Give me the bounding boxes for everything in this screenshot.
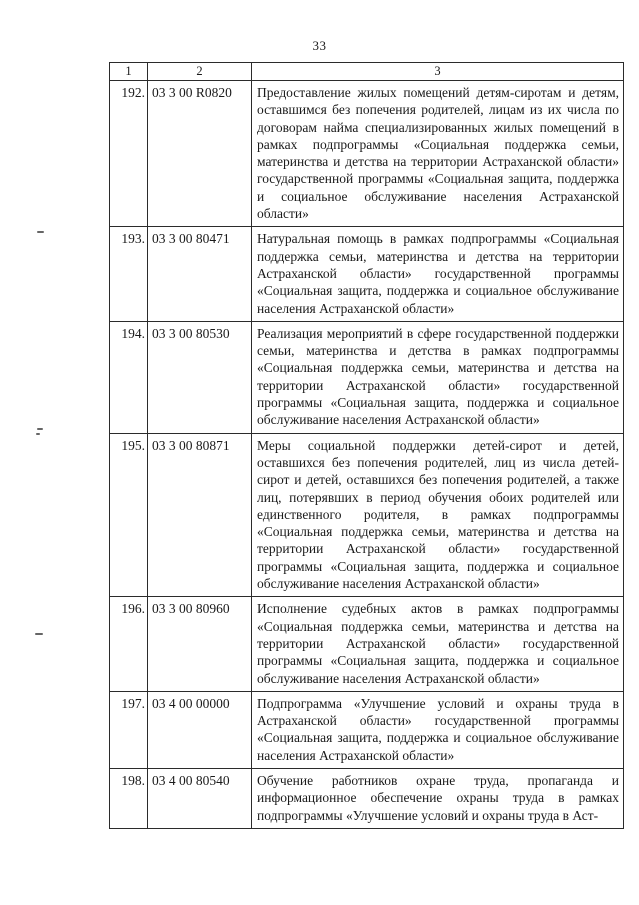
row-code: 03 3 00 R0820 <box>148 81 252 227</box>
header-column-code: 2 <box>148 63 252 81</box>
row-number: 193. <box>110 227 148 321</box>
table-row <box>110 433 624 597</box>
header-column-number: 1 <box>110 63 148 81</box>
scan-artifact <box>36 433 40 435</box>
row-number: 194. <box>110 321 148 433</box>
row-number: 192. <box>110 81 148 227</box>
row-number: 196. <box>110 597 148 691</box>
document-table <box>109 62 624 829</box>
row-description: Меры социальной поддержки детей-сирот и детей, оставшихся без попечения родителей, лиц из числа детей-сирот и детей, оставшихся без попечения родителей, а также лиц, потерявших в период обучения обоих родителей или единственного родителя, в рамках подпрограммы «Социальная поддержка семьи, материнства и детства на территории Астраханской области» государственной программы «Социальная защита, поддержка и социальное обслуживание населения Астраханской области» <box>252 433 624 597</box>
table-row <box>110 691 624 768</box>
scan-artifact <box>37 231 44 233</box>
row-number: 198. <box>110 768 148 828</box>
row-description: Подпрограмма «Улучшение условий и охраны труда в Астраханской области» государственной программы «Социальная защита, поддержка и социальное обслуживание населения Астраханской области» <box>252 691 624 768</box>
scan-artifact <box>35 633 43 635</box>
row-code: 03 3 00 80960 <box>148 597 252 691</box>
row-code: 03 3 00 80871 <box>148 433 252 597</box>
table-row <box>110 321 624 433</box>
table-row <box>110 597 624 691</box>
table-row <box>110 81 624 227</box>
row-code: 03 3 00 80471 <box>148 227 252 321</box>
row-description: Предоставление жилых помещений детям-сиротам и детям, оставшимся без попечения родителей, лицам из их числа по договорам найма специализированных жилых помещений в рамках подпрограммы «Социальная поддержка семьи, материнства и детства на территории Астраханской области» государственной программы «Социальная защита, поддержка и социальное обслуживание населения Астраханской области» <box>252 81 624 227</box>
row-code: 03 3 00 80530 <box>148 321 252 433</box>
row-description: Реализация мероприятий в сфере государственной поддержки семьи, материнства и детства в рамках подпрограммы «Социальная поддержка семьи, материнства и детства на территории Астраханской области» государственной программы «Социальная защита, поддержка и социальное обслуживание населения Астраханской области» <box>252 321 624 433</box>
row-number: 197. <box>110 691 148 768</box>
row-description: Обучение работников охране труда, пропаганда и информационное обеспечение охраны труда в рамках подпрограммы «Улучшение условий и охраны труда в Аст- <box>252 768 624 828</box>
table-row <box>110 227 624 321</box>
row-description: Исполнение судебных актов в рамках подпрограммы «Социальная поддержка семьи, материнства и детства на территории Астраханской области» государственной программы «Социальная защита, поддержка и социальное обслуживание населения Астраханской области» <box>252 597 624 691</box>
row-description: Натуральная помощь в рамках подпрограммы «Социальная поддержка семьи, материнства и детства на территории Астраханской области» государственной программы «Социальная защита, поддержка и социальное обслуживание населения Астраханской области» <box>252 227 624 321</box>
table-row <box>110 768 624 828</box>
row-code: 03 4 00 80540 <box>148 768 252 828</box>
row-number: 195. <box>110 433 148 597</box>
row-code: 03 4 00 00000 <box>148 691 252 768</box>
scan-artifact <box>37 428 43 430</box>
page-number: 33 <box>312 38 327 53</box>
header-column-description: 3 <box>252 63 624 81</box>
table-header-row <box>110 63 624 81</box>
